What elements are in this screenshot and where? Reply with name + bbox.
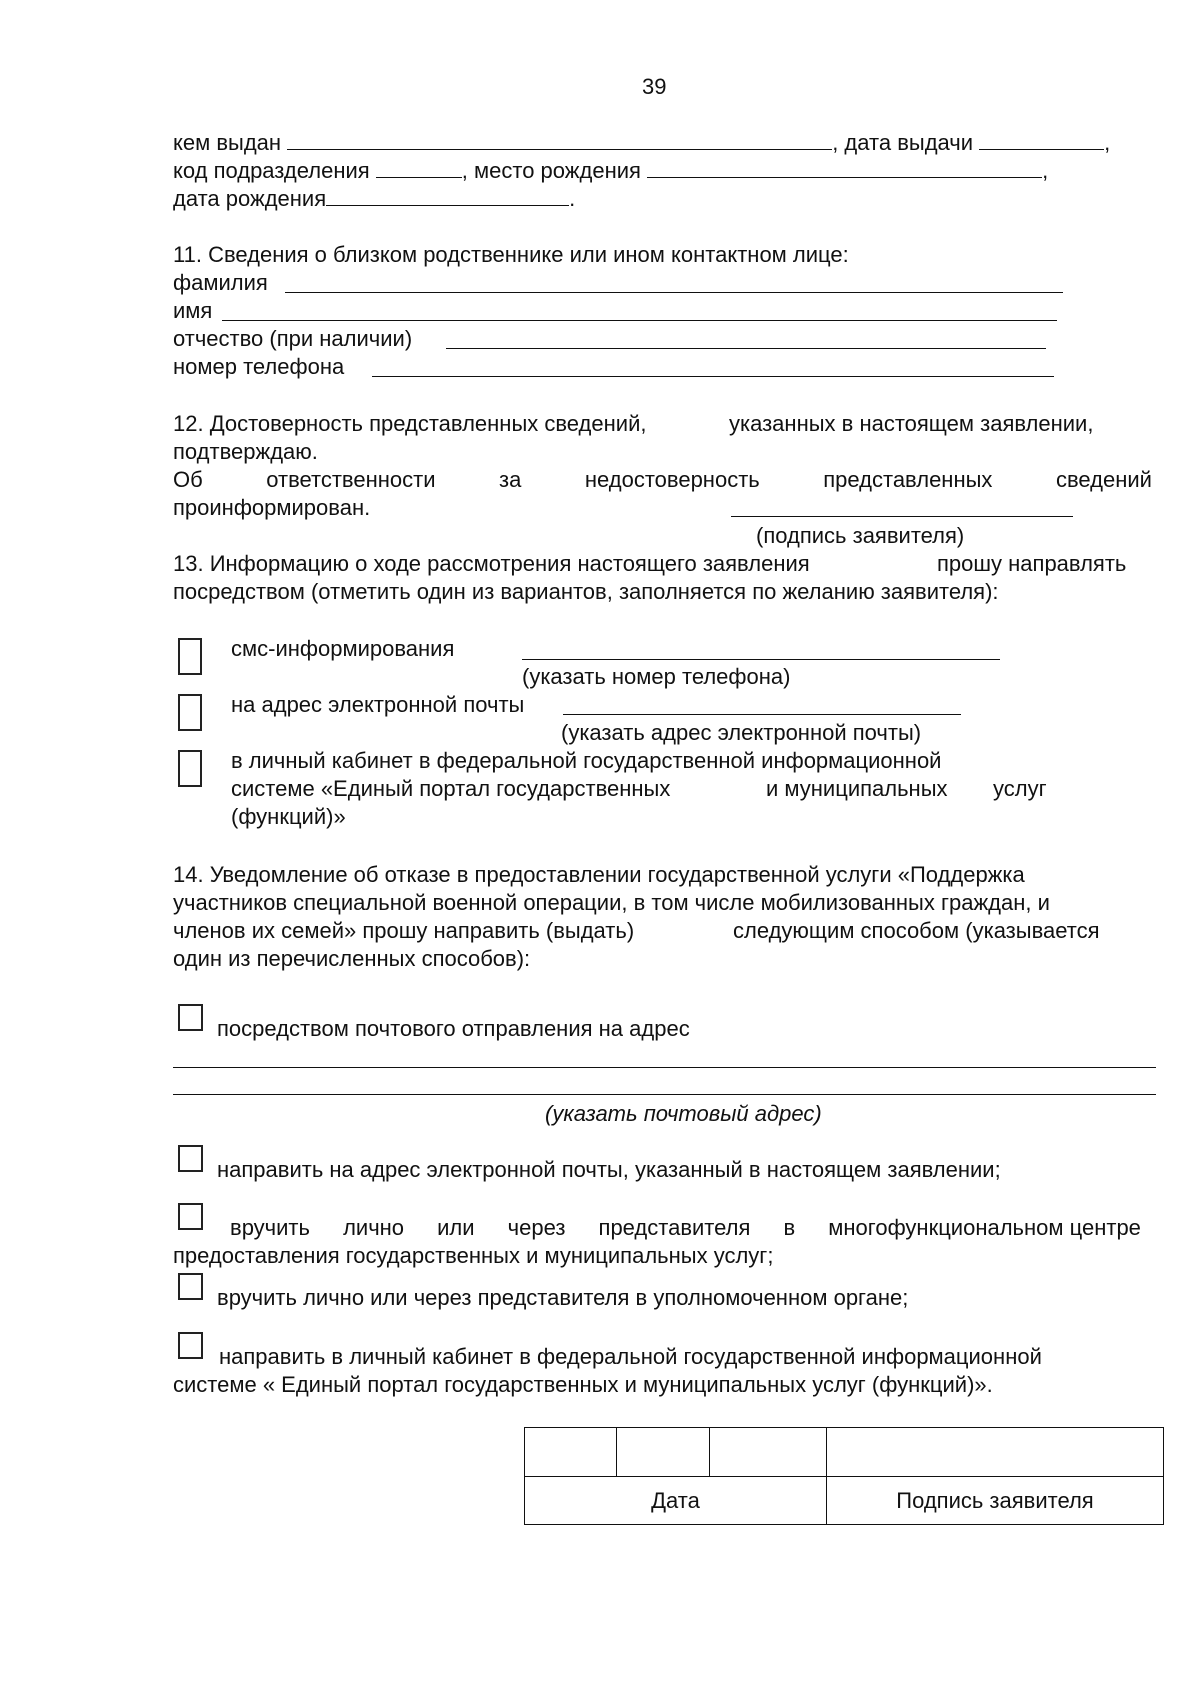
date-cell-2[interactable] — [617, 1428, 710, 1477]
s11-heading: 11. Сведения о близком родственнике или ином контактном лице: — [173, 242, 849, 267]
issued-by-label: кем выдан — [173, 130, 282, 155]
passport-birthdate-line — [173, 185, 575, 212]
s14-line1: 14. Уведомление об отказе в предоставлении государственной услуги «Поддержка — [173, 862, 1025, 887]
s13-line1b: прошу направлять — [937, 551, 1127, 576]
s13-line2: посредством (отметить один из вариантов, заполняется по желанию заявителя): — [173, 579, 999, 604]
s11-surname-label: фамилия — [173, 270, 268, 295]
s14-mfc-word: через — [507, 1215, 566, 1240]
signature-label: Подпись заявителя — [827, 1477, 1164, 1525]
signature-cell[interactable] — [827, 1428, 1164, 1477]
issued-by-field[interactable] — [287, 129, 832, 150]
page-number: 39 — [642, 74, 667, 99]
s14-cabinet-line1: направить в личный кабинет в федеральной государственной информационной — [219, 1344, 1042, 1369]
s14-mfc-line2: предоставления государственных и муниципальных услуг; — [173, 1243, 774, 1268]
s11-patronymic-label: отчество (при наличии) — [173, 326, 413, 351]
issue-date-field[interactable] — [979, 129, 1104, 150]
s14-cabinet-line2: системе « Единый портал государственных и муниципальных услуг (функций)». — [173, 1372, 993, 1397]
s11-patronymic-field[interactable] — [446, 348, 1046, 349]
date-label: Дата — [525, 1477, 827, 1525]
s14-post-label: посредством почтового отправления на адрес — [217, 1016, 690, 1041]
s12-word: представленных — [823, 467, 993, 492]
comma: , — [1104, 130, 1111, 155]
passport-issued-line — [173, 129, 1110, 156]
s12-line3 — [173, 466, 1152, 493]
s11-surname-field[interactable] — [285, 292, 1063, 293]
s12-line1a: 12. Достоверность представленных сведений, — [173, 411, 647, 436]
signature-table — [524, 1427, 1164, 1525]
s13-cabinet-line1: в личный кабинет в федеральной государственной информационной — [231, 748, 942, 773]
s14-post-address-field-1[interactable] — [173, 1067, 1156, 1068]
s13-email-caption: (указать адрес электронной почты) — [561, 720, 922, 745]
s14-email-checkbox[interactable] — [178, 1145, 203, 1172]
s14-body-label: вручить лично или через представителя в уполномоченном органе; — [217, 1285, 909, 1310]
s14-mfc-word: в — [783, 1215, 796, 1240]
s14-line3a: членов их семей» прошу направить (выдать) — [173, 918, 635, 943]
s14-mfc-word: многофункциональном центре — [828, 1215, 1141, 1240]
s12-word: сведений — [1055, 467, 1152, 492]
s13-cabinet-line3: (функций)» — [231, 804, 346, 829]
s14-email-label: направить на адрес электронной почты, указанный в настоящем заявлении; — [217, 1157, 1001, 1182]
s14-body-checkbox[interactable] — [178, 1273, 203, 1300]
s13-email-label: на адрес электронной почты — [231, 692, 525, 717]
s13-sms-label: смс-информирования — [231, 636, 455, 661]
s11-name-field[interactable] — [222, 320, 1057, 321]
s13-sms-caption: (указать номер телефона) — [522, 664, 791, 689]
s14-mfc-line1 — [230, 1214, 1141, 1241]
s14-line2: участников специальной военной операции, в том числе мобилизованных граждан, и — [173, 890, 1050, 915]
date-cell-3[interactable] — [710, 1428, 827, 1477]
birthdate-label: дата рождения — [173, 186, 327, 211]
s12-word: ответственности — [266, 467, 436, 492]
s13-cabinet-line2c: услуг — [993, 776, 1047, 801]
s12-word: Об — [173, 467, 203, 492]
s14-mfc-word: представителя — [598, 1215, 751, 1240]
s11-phone-field[interactable] — [372, 376, 1054, 377]
s14-cabinet-checkbox[interactable] — [178, 1332, 203, 1359]
issue-date-label: , дата выдачи — [832, 130, 974, 155]
subdivision-code-field[interactable] — [376, 157, 462, 178]
birthplace-field[interactable] — [647, 157, 1042, 178]
s13-sms-checkbox[interactable] — [178, 638, 202, 675]
birthplace-label: , место рождения — [461, 158, 641, 183]
s12-line1b: указанных в настоящем заявлении, — [729, 411, 1094, 436]
s12-word: за — [499, 467, 522, 492]
birthdate-field[interactable] — [326, 185, 569, 206]
subdivision-code-label: код подразделения — [173, 158, 370, 183]
s12-line4: проинформирован. — [173, 495, 371, 520]
passport-code-line — [173, 157, 1048, 184]
date-cell-1[interactable] — [525, 1428, 617, 1477]
s13-cabinet-checkbox[interactable] — [178, 750, 202, 787]
period: . — [569, 186, 576, 211]
s13-cabinet-line2a: системе «Единый портал государственных — [231, 776, 671, 801]
s13-sms-phone-field[interactable] — [522, 659, 1000, 660]
s14-post-caption: (указать почтовый адрес) — [545, 1101, 822, 1126]
s11-phone-label: номер телефона — [173, 354, 345, 379]
s14-line3b: следующим способом (указывается — [733, 918, 1100, 943]
s12-signature-field[interactable] — [731, 516, 1073, 517]
s12-line2: подтверждаю. — [173, 439, 318, 464]
s14-post-checkbox[interactable] — [178, 1004, 203, 1031]
s13-email-field[interactable] — [563, 714, 961, 715]
s14-post-address-field-2[interactable] — [173, 1094, 1156, 1095]
s14-mfc-word: или — [437, 1215, 475, 1240]
s12-word: недостоверность — [584, 467, 760, 492]
s11-name-label: имя — [173, 298, 213, 323]
s13-line1a: 13. Информацию о ходе рассмотрения настоящего заявления — [173, 551, 810, 576]
comma: , — [1042, 158, 1049, 183]
s12-signature-caption: (подпись заявителя) — [756, 523, 965, 548]
s14-line4: один из перечисленных способов): — [173, 946, 531, 971]
s14-mfc-word: лично — [343, 1215, 405, 1240]
s14-mfc-word: вручить — [230, 1215, 310, 1240]
s13-cabinet-line2b: и муниципальных — [766, 776, 948, 801]
s14-mfc-checkbox[interactable] — [178, 1203, 203, 1230]
s13-email-checkbox[interactable] — [178, 694, 202, 731]
